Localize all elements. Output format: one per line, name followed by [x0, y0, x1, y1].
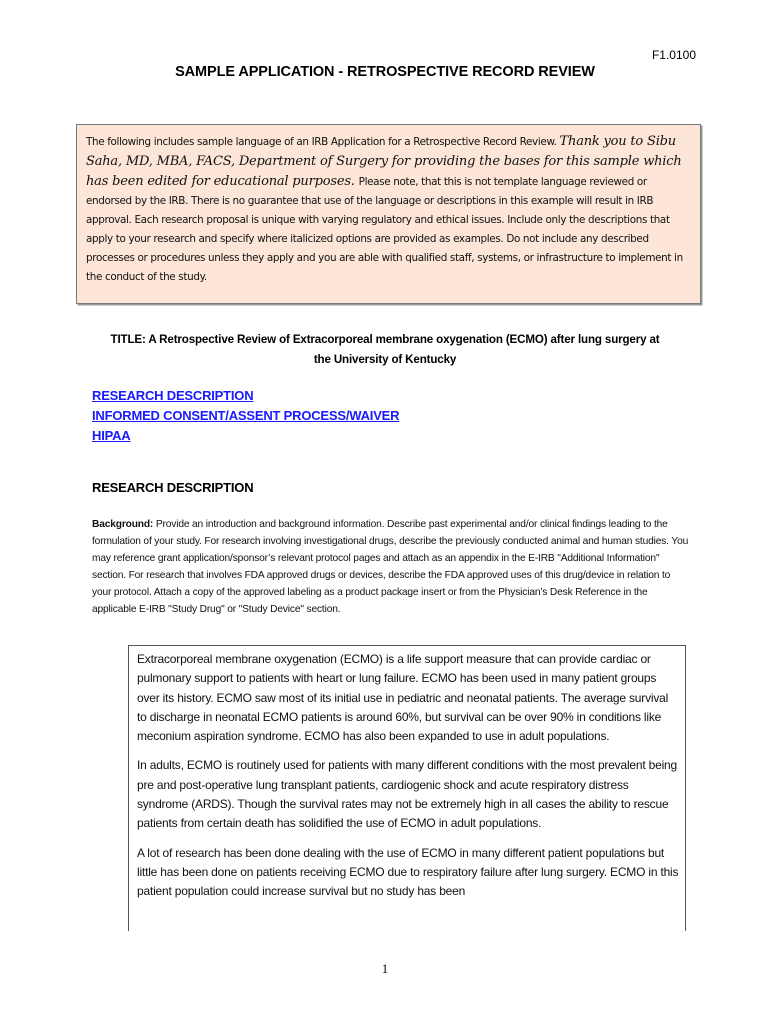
document-title: SAMPLE APPLICATION - RETROSPECTIVE RECORD REVIEW	[175, 64, 595, 80]
irb-notice-box	[76, 124, 701, 304]
toc-link-hipaa[interactable]: HIPAA	[92, 428, 131, 443]
notice-acknowledgement: Thank you to Sibu Saha, MD, MBA, FACS, Department of Surgery for providing the bases for this sample which has been edited for educational purposes.	[86, 134, 682, 189]
response-paragraph: In adults, ECMO is routinely used for patients with many different conditions with the most prevalent being pre and post-operative lung transplant patients, cardiogenic shock and acute respiratory distress syndrome (ARDS). Though the survival rates may not be extremely high in all cases the ability to rescue patients from certain death has solidified the use of ECMO in adult populations.	[137, 758, 677, 831]
notice-intro: The following includes sample language of an IRB Application for a Retrospective Record Review.	[86, 136, 560, 148]
response-paragraph: A lot of research has been done dealing with the use of ECMO in many different patient populations but little has been done on patients receiving ECMO due to respiratory failure after lung surgery. ECMO in this patient population could increase survival but no study has been	[137, 845, 679, 899]
toc-link-informed-consent[interactable]: INFORMED CONSENT/ASSENT PROCESS/WAIVER	[92, 408, 400, 423]
background-label: Background:	[92, 519, 154, 530]
notice-disclaimer: Please note, that this is not template language reviewed or endorsed by the IRB. There is no guarantee that use of the language or descriptions in this example will result in IRB approval. Each research proposal is unique with varying regulatory and ethical issues. Include only the descriptions that apply to your research and specify where italicized options are provided as examples. Do not include any described processes or procedures unless they apply and you are able with qualified staff, systems, or infrastructure to implement in the conduct of the study.	[86, 176, 683, 283]
table-of-contents	[92, 386, 399, 446]
toc-link-research-description[interactable]: RESEARCH DESCRIPTION	[92, 388, 254, 403]
study-title-line-2: the University of Kentucky	[313, 353, 457, 366]
background-instructions-text: Provide an introduction and background information. Describe past experimental and/or clinical findings leading to the formulation of your study. For research involving investigational drugs, describe the previously conducted animal and human studies. You may reference grant application/sponsor’s relevant protocol pages and attach as an appendix in the E-IRB "Additional Information" section. For research that involves FDA approved drugs or devices, describe the FDA approved uses of this drug/device in relation to your protocol. Attach a copy of the approved labeling as a product package insert or from the Physician’s Desk Reference in the applicable E-IRB "Study Drug" or "Study Device" section.	[92, 519, 689, 615]
page-number: 1	[381, 962, 389, 976]
study-title	[80, 330, 690, 370]
background-response-textbox[interactable]	[128, 645, 686, 931]
form-code: F1.0100	[651, 48, 696, 62]
section-heading-research-description: RESEARCH DESCRIPTION	[92, 480, 254, 495]
background-instructions	[92, 516, 692, 618]
response-paragraph: Extracorporeal membrane oxygenation (ECMO) is a life support measure that can provide cardiac or pulmonary support to patients with heart or lung failure. ECMO has been used in many patient groups over its history. ECMO saw most of its initial use in pediatric and neonatal patients. The average survival to discharge in neonatal ECMO patients is around 60%, but survival can be over 90% in conditions like meconium aspiration syndrome. ECMO has also been expanded to use in adult populations.	[137, 652, 669, 744]
study-title-line-1: TITLE: A Retrospective Review of Extracorporeal membrane oxygenation (ECMO) after lung surgery at	[110, 333, 660, 346]
